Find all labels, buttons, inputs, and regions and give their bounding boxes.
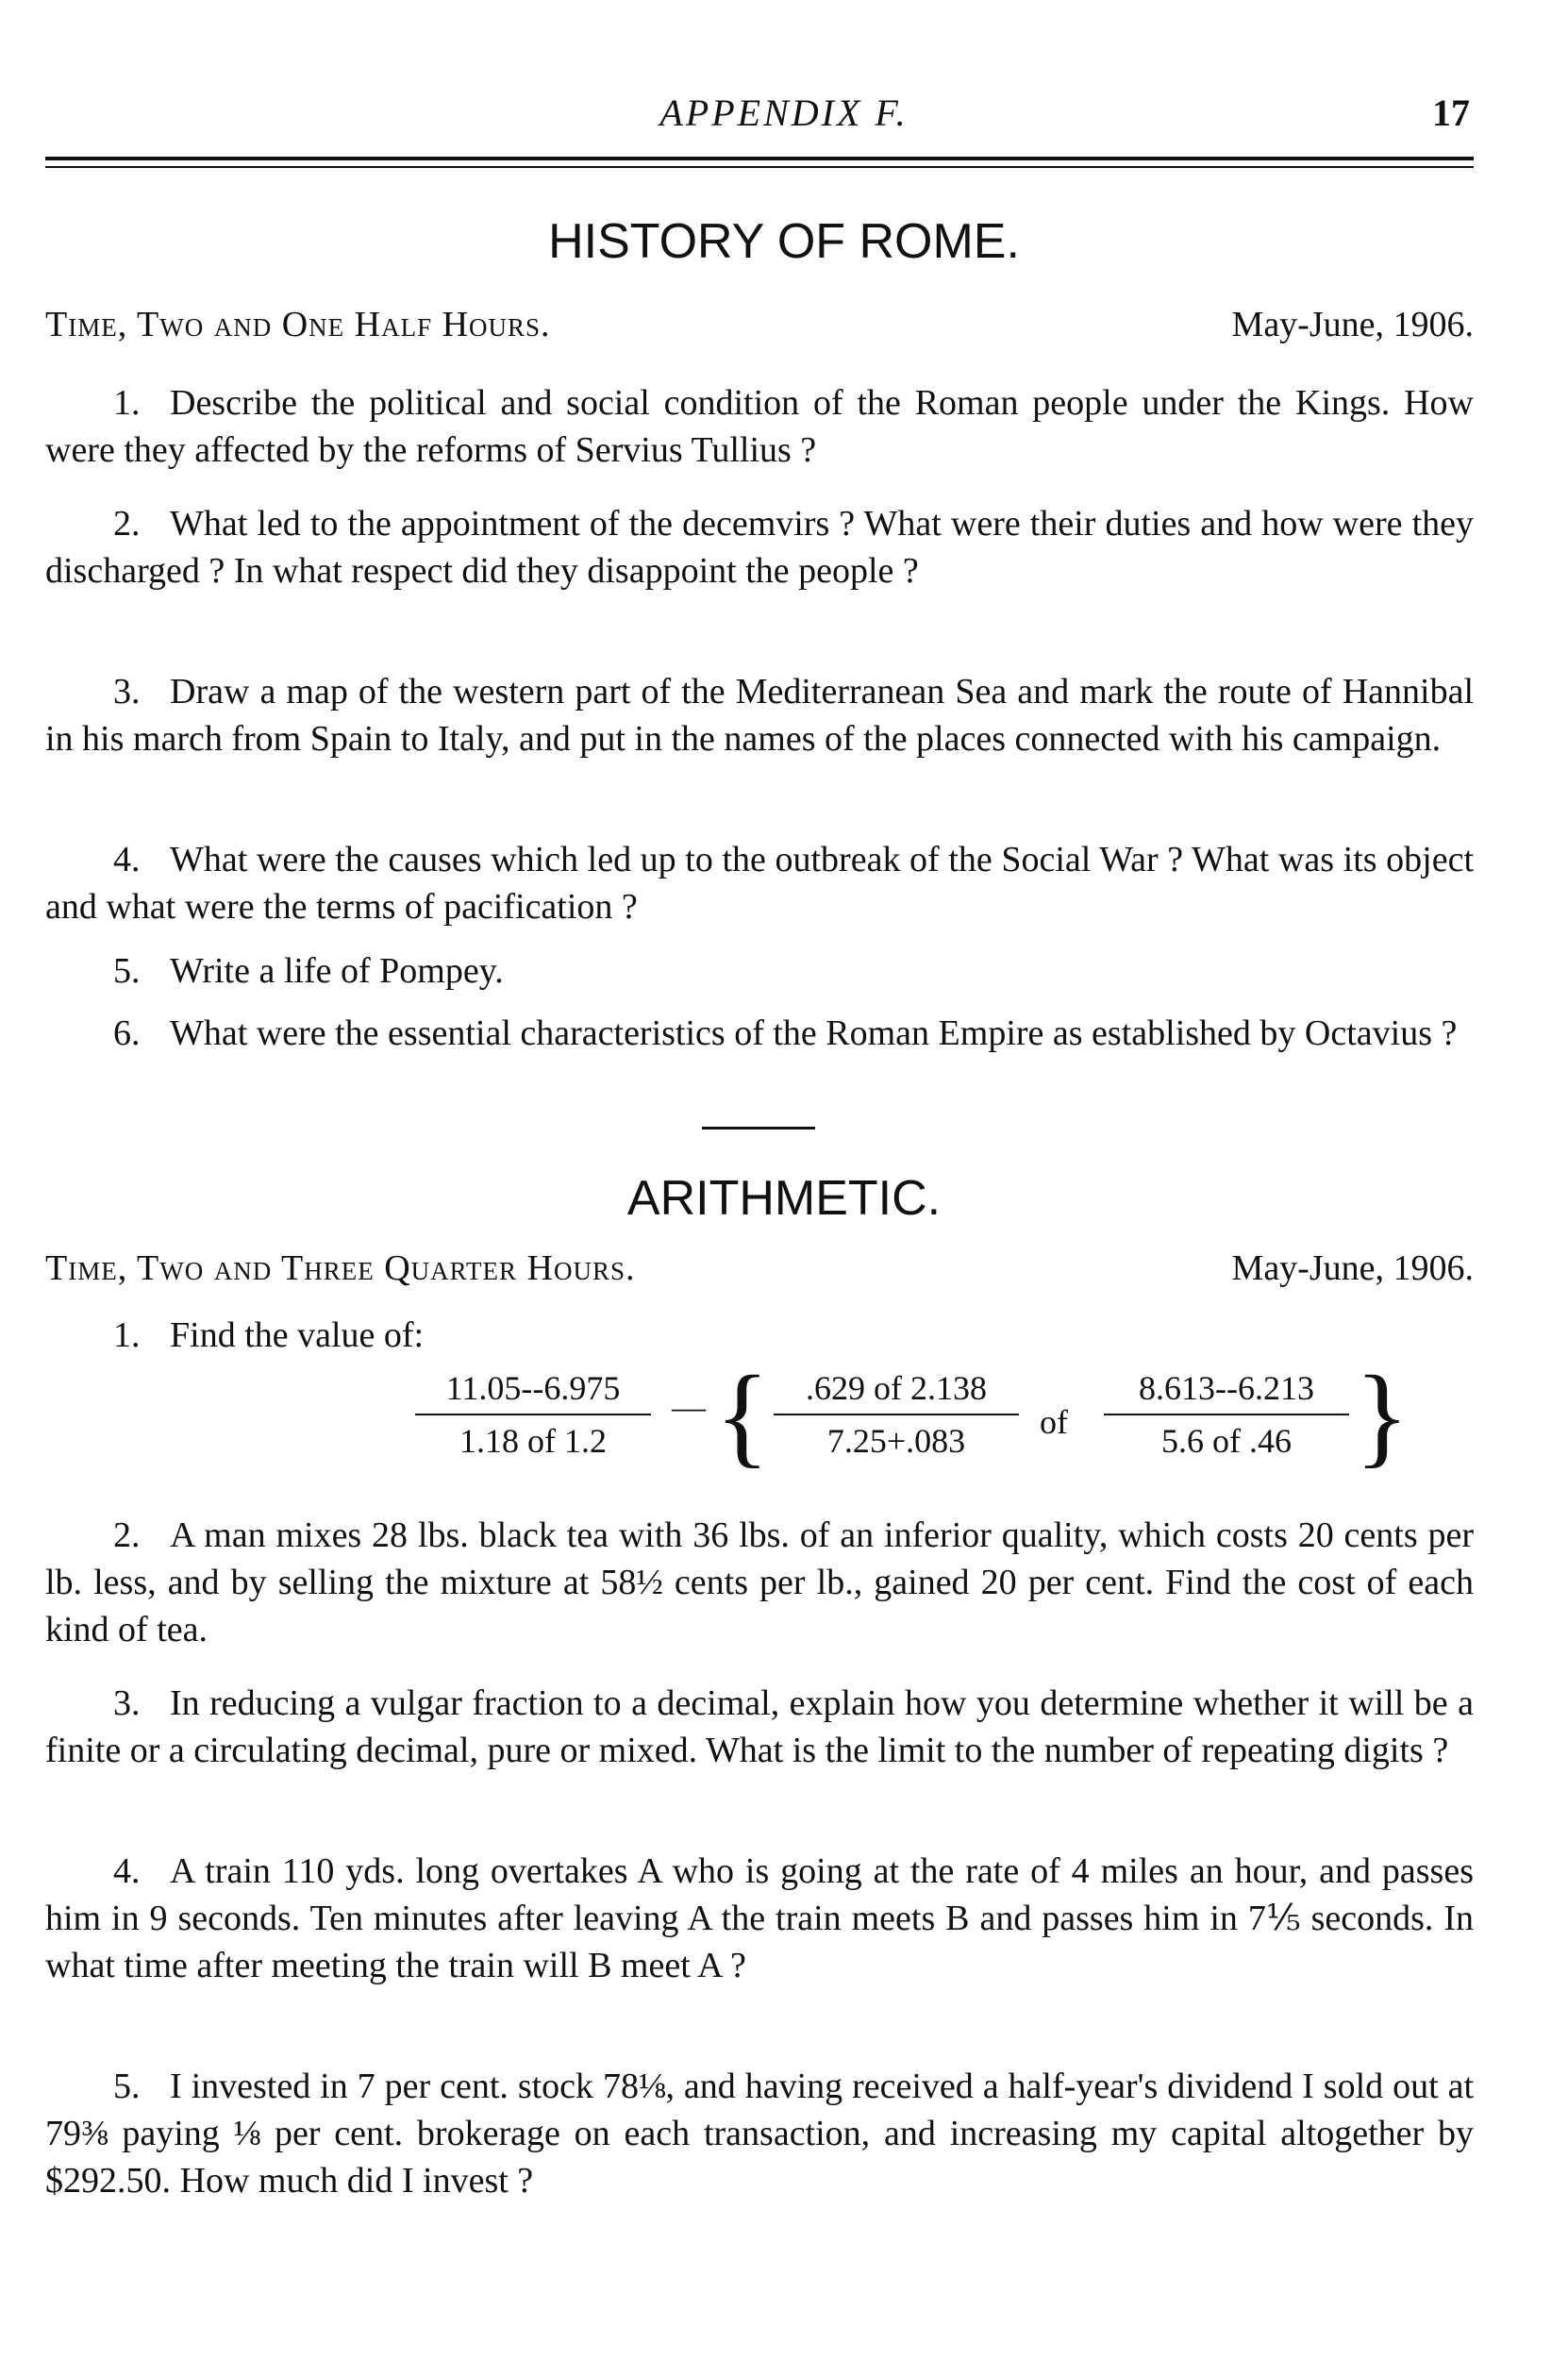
header-rule-thin — [45, 166, 1474, 168]
question-number: 1. — [113, 1315, 141, 1355]
question-text: What were the causes which led up to the outbreak of the Social War ? What was its object and what were the terms of pacification ? — [45, 840, 1474, 927]
question-text: I invested in 7 per cent. stock 78⅛, and having received a half-year's dividend I sold out at 79⅜ paying ⅛ per cent. brokerage on each transaction, and increasing my capital altogether by $292.50. How much did I invest ? — [45, 2067, 1474, 2201]
fraction-1 — [415, 1368, 651, 1461]
math-expression — [415, 1352, 1410, 1491]
section-divider — [702, 1127, 815, 1130]
arithmetic-date: May-June, 1906. — [1231, 1248, 1474, 1288]
question-text: Write a life of Pompey. — [170, 951, 504, 991]
history-question-5 — [45, 947, 1474, 995]
right-brace: } — [1355, 1352, 1410, 1478]
left-brace: { — [715, 1352, 770, 1478]
question-text: A man mixes 28 lbs. black tea with 36 lbs. of an inferior quality, which costs 20 cents per lb. less, and by selling the mixture at 58½ cents per lb., gained 20 per cent. Find the cost of each kind of tea. — [45, 1515, 1474, 1649]
arithmetic-question-3 — [45, 1680, 1474, 1774]
question-text: What were the essential characteristics of the Roman Empire as established by Octavius ? — [170, 1013, 1458, 1053]
history-date: May-June, 1906. — [1231, 305, 1474, 344]
fraction-3-numerator: 8.613--6.213 — [1104, 1368, 1349, 1415]
arithmetic-heading: ARITHMETIC. — [626, 1171, 942, 1226]
history-question-2 — [45, 500, 1474, 594]
question-number: 1. — [113, 383, 141, 423]
fraction-1-denominator: 1.18 of 1.2 — [459, 1422, 607, 1460]
question-text: Find the value of: — [170, 1315, 425, 1355]
history-heading: HISTORY OF ROME. — [548, 214, 1020, 269]
running-head-title: APPENDIX F. — [659, 92, 909, 134]
arithmetic-question-5 — [45, 2063, 1474, 2204]
question-number: 5. — [113, 951, 141, 991]
question-number: 3. — [113, 672, 141, 711]
page-number: 17 — [1432, 92, 1470, 134]
arithmetic-question-2 — [45, 1512, 1474, 1653]
question-number: 5. — [113, 2067, 141, 2106]
fraction-2-denominator: 7.25+.083 — [826, 1422, 966, 1460]
history-question-1 — [45, 379, 1474, 474]
question-text: What led to the appointment of the decemvirs ? What were their duties and how were they discharged ? In what respect did they disappoint the people ? — [45, 504, 1474, 591]
history-question-3 — [45, 668, 1474, 762]
running-head — [0, 91, 1568, 138]
question-text: Draw a map of the western part of the Mediterranean Sea and mark the route of Hannibal in his march from Spain to Italy, and put in the names of the places connected with his campaign. — [45, 672, 1474, 759]
fraction-2-numerator: .629 of 2.138 — [774, 1368, 1019, 1415]
question-text: A train 110 yds. long overtakes A who is going at the rate of 4 miles an hour, and passes him in 9 seconds. Ten minutes after leaving A the train meets B and passes him in 7⅕ seconds. In what time after meeting the train will B meet A ? — [45, 1851, 1474, 1985]
question-number: 4. — [113, 840, 141, 879]
question-number: 3. — [113, 1683, 141, 1723]
question-number: 2. — [113, 504, 141, 544]
header-rule-thick — [45, 157, 1474, 160]
question-number: 2. — [113, 1515, 141, 1555]
history-time: Time, Two and One Half Hours. — [45, 305, 551, 344]
question-text: In reducing a vulgar fraction to a decimal, explain how you determine whether it will be a finite or a circulating decimal, pure or mixed. What is the limit to the number of repeating digits ? — [45, 1683, 1474, 1770]
of-word: of — [1040, 1403, 1068, 1441]
question-number: 6. — [113, 1013, 141, 1053]
fraction-1-numerator: 11.05--6.975 — [415, 1368, 651, 1415]
minus-sign: — — [672, 1388, 706, 1426]
arithmetic-time: Time, Two and Three Quarter Hours. — [45, 1248, 636, 1288]
history-question-6 — [45, 1010, 1474, 1057]
question-number: 4. — [113, 1851, 141, 1891]
question-text: Describe the political and social condition of the Roman people under the Kings. How were they affected by the reforms of Servius Tullius ? — [45, 383, 1474, 470]
arithmetic-question-4 — [45, 1848, 1474, 1989]
fraction-2 — [774, 1368, 1019, 1461]
history-question-4 — [45, 836, 1474, 930]
fraction-3 — [1104, 1368, 1349, 1461]
fraction-3-denominator: 5.6 of .46 — [1161, 1422, 1292, 1460]
